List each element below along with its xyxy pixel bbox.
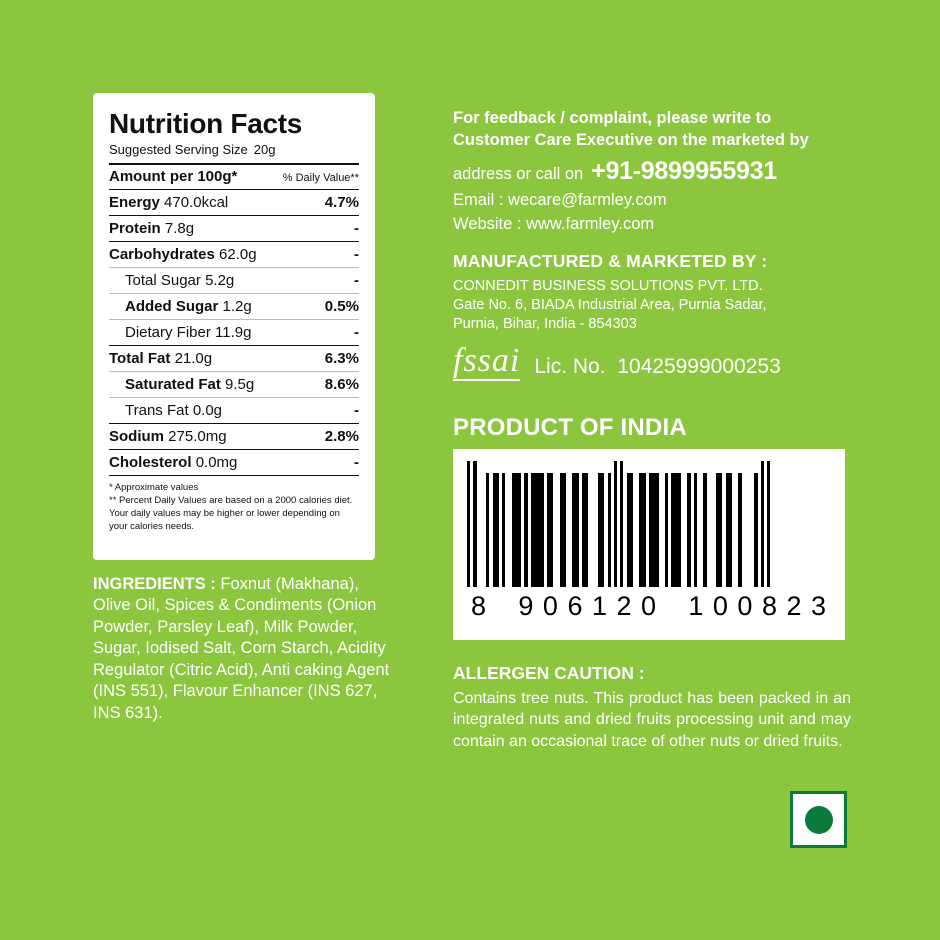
row-dv: 6.3% — [324, 350, 359, 368]
barcode-bars — [467, 461, 831, 587]
row-value: 7.8g — [164, 220, 195, 238]
fssai-license — [534, 355, 780, 381]
row-label: Sodium — [109, 428, 164, 446]
vegetarian-mark-icon — [790, 791, 847, 848]
row-label: Saturated Fat — [125, 376, 221, 394]
daily-value-header: % Daily Value** — [282, 172, 359, 185]
row-label: Carbohydrates — [109, 246, 215, 264]
row-dv: - — [354, 324, 359, 342]
vegetarian-dot — [805, 806, 833, 834]
table-row — [109, 268, 359, 293]
barcode-block — [453, 449, 845, 640]
nutrition-header-row — [109, 165, 359, 189]
table-row — [109, 372, 359, 397]
row-value: 0.0mg — [195, 454, 238, 472]
barcode-digit-group: 8 — [471, 591, 488, 621]
barcode-digits — [467, 587, 831, 622]
website-line — [453, 214, 873, 236]
manufacturer-block — [453, 251, 883, 334]
barcode-digit-group: 9 0 6 1 2 0 — [518, 591, 658, 621]
ingredients-heading: INGREDIENTS : — [93, 575, 216, 593]
row-value: 470.0kcal — [164, 194, 229, 212]
barcode-digit-group: 1 0 0 8 2 3 — [688, 591, 827, 621]
row-label: Cholesterol — [109, 454, 192, 472]
email-line — [453, 190, 873, 212]
feedback-block — [453, 108, 873, 236]
license-label: Lic. No. — [534, 355, 606, 378]
row-value: 21.0g — [174, 350, 213, 368]
fssai-block — [453, 344, 781, 381]
row-dv: - — [354, 246, 359, 264]
row-value: 275.0mg — [168, 428, 227, 446]
row-dv: 4.7% — [324, 194, 359, 212]
row-value: 9.5g — [225, 376, 255, 394]
row-dv: 8.6% — [324, 376, 359, 394]
table-row — [109, 398, 359, 423]
row-dv: - — [354, 272, 359, 290]
table-row — [109, 320, 359, 345]
table-row — [109, 242, 359, 267]
ingredients-text: Foxnut (Makhana), Olive Oil, Spices & Condiments (Onion Powder, Parsley Leaf), Milk Powder, Sugar, Iodised Salt, Corn Starch, Acidity Regulator (Citric Acid), Anti caking Agent (INS 551), Flavour Enhancer (INS 627, INS 631). — [93, 575, 390, 722]
row-value: 0.0g — [192, 402, 223, 420]
footnote-approximate: * Approximate values — [109, 482, 199, 494]
allergen-heading: ALLERGEN CAUTION : — [453, 663, 645, 683]
serving-size-label: Suggested Serving Size — [109, 142, 248, 158]
serving-size-row — [109, 142, 359, 157]
email-label: Email : — [453, 191, 504, 210]
phone-number[interactable]: +91-9899955931 — [591, 156, 777, 185]
allergen-text: Contains tree nuts. This product has been packed in an integrated nuts and dried fruits processing unit and may contain an occasional trace of other nuts or dried fruits. — [453, 690, 851, 750]
row-value: 11.9g — [215, 324, 252, 342]
manufacturer-heading: MANUFACTURED & MARKETED BY : — [453, 251, 768, 271]
row-label: Protein — [109, 220, 161, 238]
call-on-label: address or call on — [453, 164, 584, 183]
allergen-block — [453, 663, 851, 752]
row-value: 62.0g — [219, 246, 257, 264]
row-label: Trans Fat — [125, 402, 189, 420]
row-label: Total Sugar — [125, 272, 201, 290]
row-label: Energy — [109, 194, 160, 212]
row-dv: - — [354, 220, 359, 238]
nutrition-facts-title: Nutrition Facts — [109, 108, 303, 139]
row-label: Dietary Fiber — [125, 324, 211, 342]
manufacturer-name: CONNEDIT BUSINESS SOLUTIONS PVT. LTD. — [453, 278, 763, 294]
serving-size-value: 20g — [253, 142, 276, 158]
footnote-daily-values: ** Percent Daily Values are based on a 2000 calories diet. Your daily values may be higher or lower depending on your calories needs. — [109, 495, 353, 532]
feedback-line-2: Customer Care Executive on the marketed by — [453, 130, 809, 149]
row-dv: - — [354, 402, 359, 420]
row-value: 1.2g — [222, 298, 252, 316]
website-label: Website : — [453, 215, 522, 234]
table-row — [109, 216, 359, 241]
table-row — [109, 294, 359, 319]
ingredients-block — [93, 574, 393, 724]
table-row — [109, 424, 359, 449]
amount-per-header: Amount per 100g* — [109, 168, 238, 186]
manufacturer-address-1: Gate No. 6, BIADA Industrial Area, Purnia Sadar, — [453, 297, 767, 314]
nutrition-facts-panel — [93, 93, 375, 560]
row-label: Added Sugar — [125, 298, 219, 316]
product-of-india: PRODUCT OF INDIA — [453, 414, 687, 441]
fssai-logo-icon: fssai — [453, 342, 521, 379]
nutrition-footnotes — [109, 482, 359, 533]
website-value[interactable]: www.farmley.com — [526, 215, 655, 234]
feedback-line-1: For feedback / complaint, please write to — [453, 109, 772, 127]
table-row — [109, 346, 359, 371]
phone-line — [453, 155, 873, 188]
row-value: 5.2g — [205, 272, 235, 290]
row-dv: 0.5% — [324, 298, 359, 316]
manufacturer-address-2: Purnia, Bihar, India - 854303 — [453, 316, 637, 333]
row-dv: 2.8% — [324, 428, 359, 446]
table-row — [109, 450, 359, 475]
row-label: Total Fat — [109, 350, 171, 368]
email-value[interactable]: wecare@farmley.com — [508, 191, 667, 210]
row-dv: - — [354, 454, 359, 472]
table-row — [109, 190, 359, 215]
license-number: 10425999000253 — [617, 355, 781, 378]
